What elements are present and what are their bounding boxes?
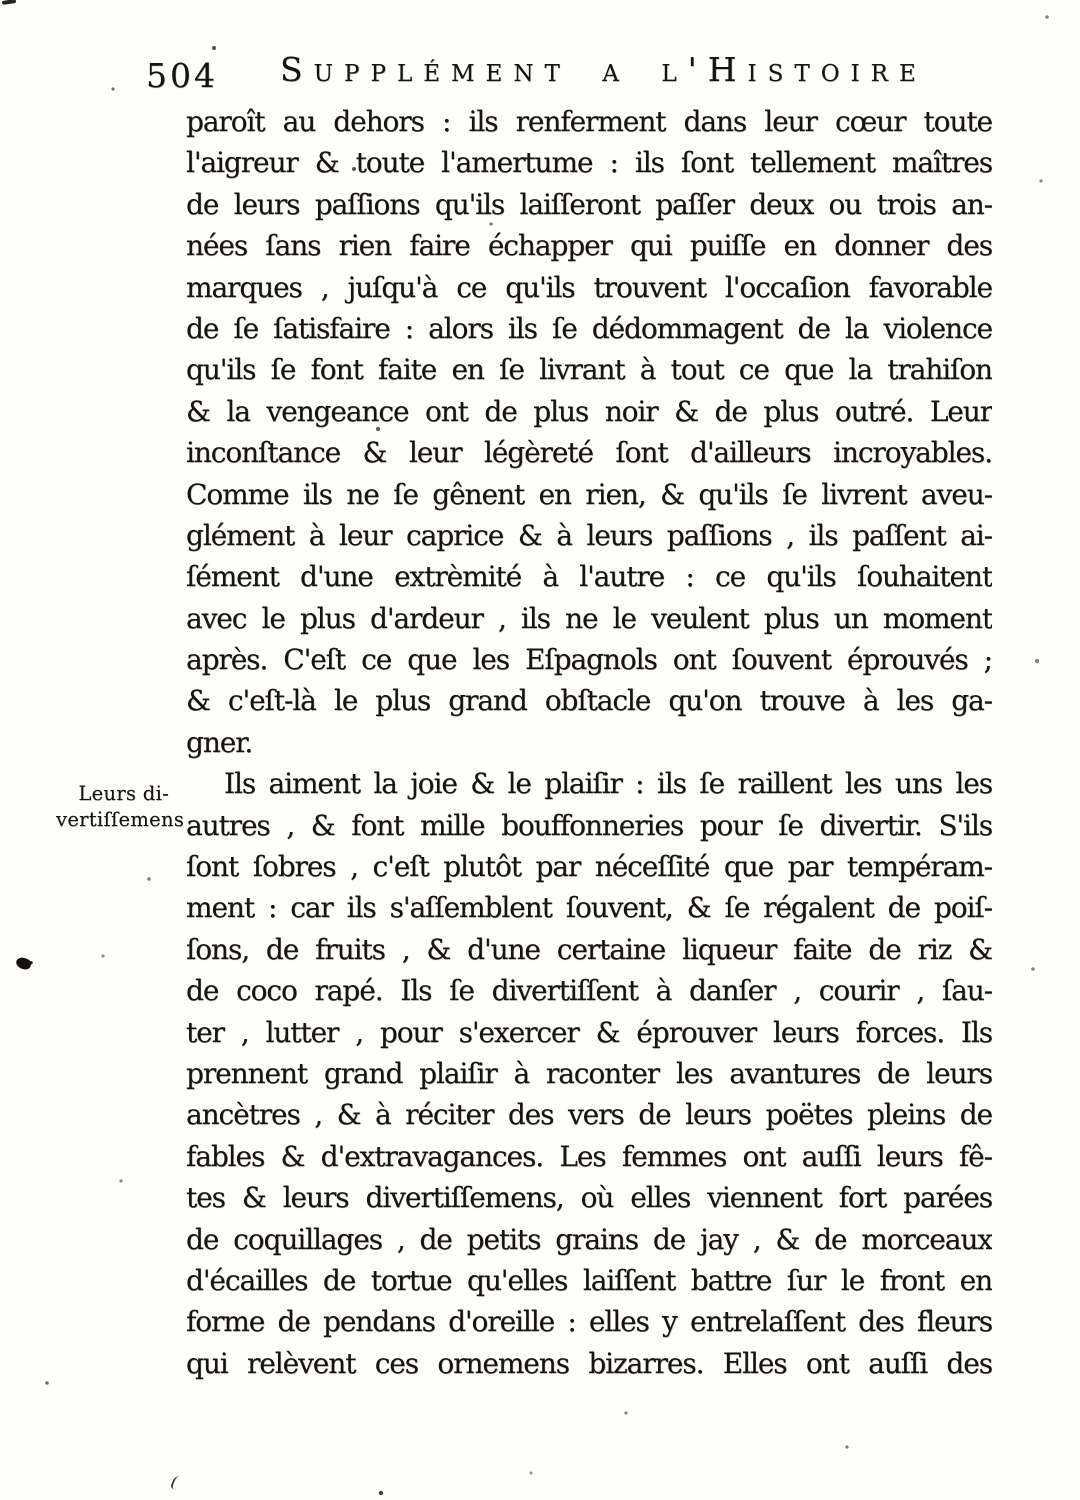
text-line: de coco rapé. Ils ſe divertiſſent à danſer , courir , ſau- xyxy=(186,974,992,1008)
paragraph xyxy=(186,763,992,1384)
margin-note xyxy=(56,781,185,833)
text-line: ancètres , & à réciter des vers de leurs poëtes pleins de xyxy=(186,1098,992,1132)
running-head-title: Supplément a l'Histoire xyxy=(280,50,927,89)
text-line: forme de pendans d'oreille : elles y entrelaſſent des fleurs xyxy=(186,1305,992,1339)
page-number: 504 xyxy=(146,56,218,95)
text-line: avec le plus d'ardeur , ils ne le veulent plus un moment xyxy=(186,601,992,635)
text-line: de coquillages , de petits grains de jay , & de morceaux xyxy=(186,1222,992,1256)
paragraph xyxy=(186,101,992,763)
text-line: ſont ſobres , c'eſt plutôt par néceſſité que par tempéram- xyxy=(186,850,992,884)
text-line: glément à leur caprice & à leurs paſſions , ils paſſent ai- xyxy=(186,518,992,552)
text-line: inconſtance & leur légèreté ſont d'ailleurs incroyables. xyxy=(186,436,992,470)
text-line: ſément d'une extrèmité à l'autre : ce qu'ils ſouhaitent xyxy=(186,560,992,594)
text-line: & la vengeance ont de plus noir & de plus outré. Leur xyxy=(186,394,992,428)
ink-blot-mark xyxy=(15,956,33,971)
text-line: ſons, de fruits , & d'une certaine liqueur faite de riz & xyxy=(186,932,992,966)
text-line: fables & d'extravagances. Les femmes ont auſſi leurs fê- xyxy=(186,1139,992,1173)
stray-ink-mark xyxy=(169,1476,186,1489)
text-line: ter , lutter , pour s'exercer & éprouver leurs forces. Ils xyxy=(186,1015,992,1049)
text-line: d'écailles de tortue qu'elles laiſſent battre ſur le front en xyxy=(186,1263,992,1297)
text-line: après. C'eſt ce que les Eſpagnols ont ſouvent éprouvés ; xyxy=(186,643,992,677)
text-line: paroît au dehors : ils renferment dans leur cœur toute xyxy=(186,105,992,138)
text-line: marques , juſqu'à ce qu'ils trouvent l'occaſion favorable xyxy=(186,270,992,304)
text-line: de leurs paſſions qu'ils laiſſeront paſſer deux ou trois an- xyxy=(186,187,992,221)
page-body xyxy=(186,101,992,1384)
text-line: tes & leurs divertiſſemens, où elles viennent fort parées xyxy=(186,1181,992,1215)
text-line: & c'eſt-là le plus grand obſtacle qu'on trouve à les ga- xyxy=(186,684,992,718)
margin-note-line: vertiſſemens xyxy=(56,808,185,831)
text-line: Ils aiment la joie & le plaiſir : ils ſe raillent les uns les xyxy=(224,767,992,801)
text-line: qui relèvent ces ornemens bizarres. Elles ont auſſi des xyxy=(186,1346,992,1380)
text-line: Comme ils ne ſe gênent en rien, & qu'ils ſe livrent aveu- xyxy=(186,477,992,511)
text-line: prennent grand plaiſir à raconter les avantures de leurs xyxy=(186,1056,992,1090)
running-head xyxy=(0,50,1080,102)
text-line: ment : car ils s'aſſemblent ſouvent, & ſe régalent de poiſ- xyxy=(186,891,992,925)
text-line: de ſe ſatisfaire : alors ils ſe dédommagent de la violence xyxy=(186,311,992,345)
margin-note-line: Leurs di- xyxy=(78,782,169,805)
scan-noise-specks xyxy=(0,0,2,2)
text-line: nées ſans rien faire échapper qui puiſſe en donner des xyxy=(186,229,992,263)
scan-corner-mark xyxy=(2,0,16,5)
text-line: qu'ils ſe font faite en ſe livrant à tout ce que la trahiſon xyxy=(186,353,992,387)
text-line: gner. xyxy=(186,725,253,759)
text-line: autres , & font mille bouffonneries pour ſe divertir. S'ils xyxy=(186,808,992,842)
text-line: l'aigreur & toute l'amertume : ils ſont tellement maîtres xyxy=(186,146,992,180)
